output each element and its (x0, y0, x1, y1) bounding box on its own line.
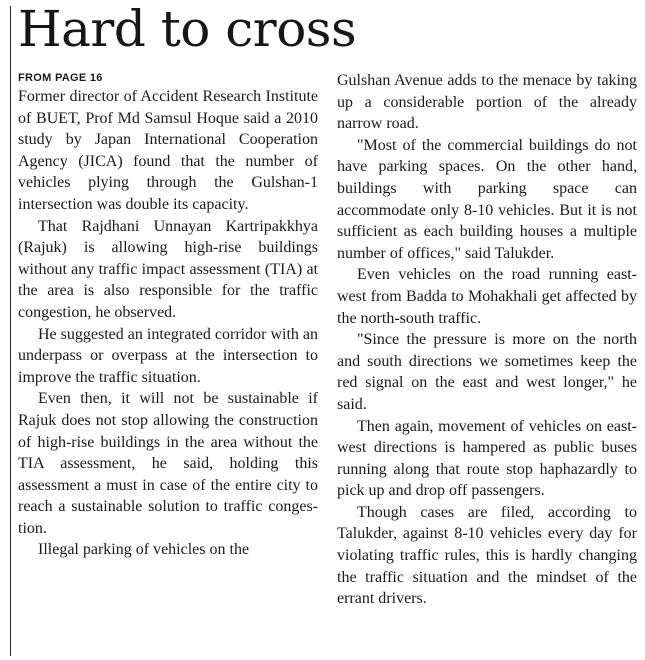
paragraph: Even then, it will not be sustainable if Rajuk does not stop allowing the construction of high-rise buildings in the area without the TIA assessment, he said, holding this assessment a must in case of the entire city to reach a sustainable solution to traffic congestion. (18, 390, 318, 537)
article-column-right (337, 70, 637, 610)
paragraph: Gulshan Avenue adds to the menace by taking up a considerable portion of the already narrow road. (337, 72, 637, 133)
paragraph: Even vehicles on the road running east-west from Badda to Mohakhali get affected by the north-south traffic. (337, 266, 637, 327)
column-rule (10, 6, 11, 656)
article-column-left (18, 70, 318, 561)
jump-label: FROM PAGE 16 (18, 72, 103, 84)
paragraph: Former director of Accident Research Institute of BUET, Prof Md Samsul Hoque said a 2010 study by Japan International Cooperation Agency (JICA) found that the number of vehicles plying through the Gulshan-1 intersection was double its capacity. (18, 88, 318, 213)
paragraph: Illegal parking of vehicles on the (38, 541, 250, 559)
paragraph: "Most of the commercial buildings do not have parking spaces. On the other hand, buildings with parking space can accommodate only 8-10 vehicles. But it is not sufficient as each building houses a multiple number of offices," said Talukder. (337, 136, 637, 262)
paragraph: He suggested an integrated corridor with an underpass or overpass at the intersection to improve the traffic situation. (18, 325, 318, 386)
headline: Hard to cross (18, 0, 357, 58)
paragraph: Then again, movement of vehicles on east-west directions is hampered as public buses running along that route stop haphazardly to pick up and drop off passengers. (337, 417, 637, 500)
paragraph: "Since the pressure is more on the north and south directions we sometimes keep the red signal on the east and west longer," he said. (337, 331, 637, 413)
paragraph: Though cases are filed, according to Talukder, against 8-10 vehicles every day for violating traffic rules, this is hardly changing the traffic situation and the mindset of the errant drivers. (337, 503, 637, 608)
paragraph: That Rajdhani Unnayan Kartripakkhya (Rajuk) is allowing high-rise buildings without any traffic impact assessment (TIA) at the area is also responsible for the traffic congestion, he observed. (18, 217, 318, 321)
